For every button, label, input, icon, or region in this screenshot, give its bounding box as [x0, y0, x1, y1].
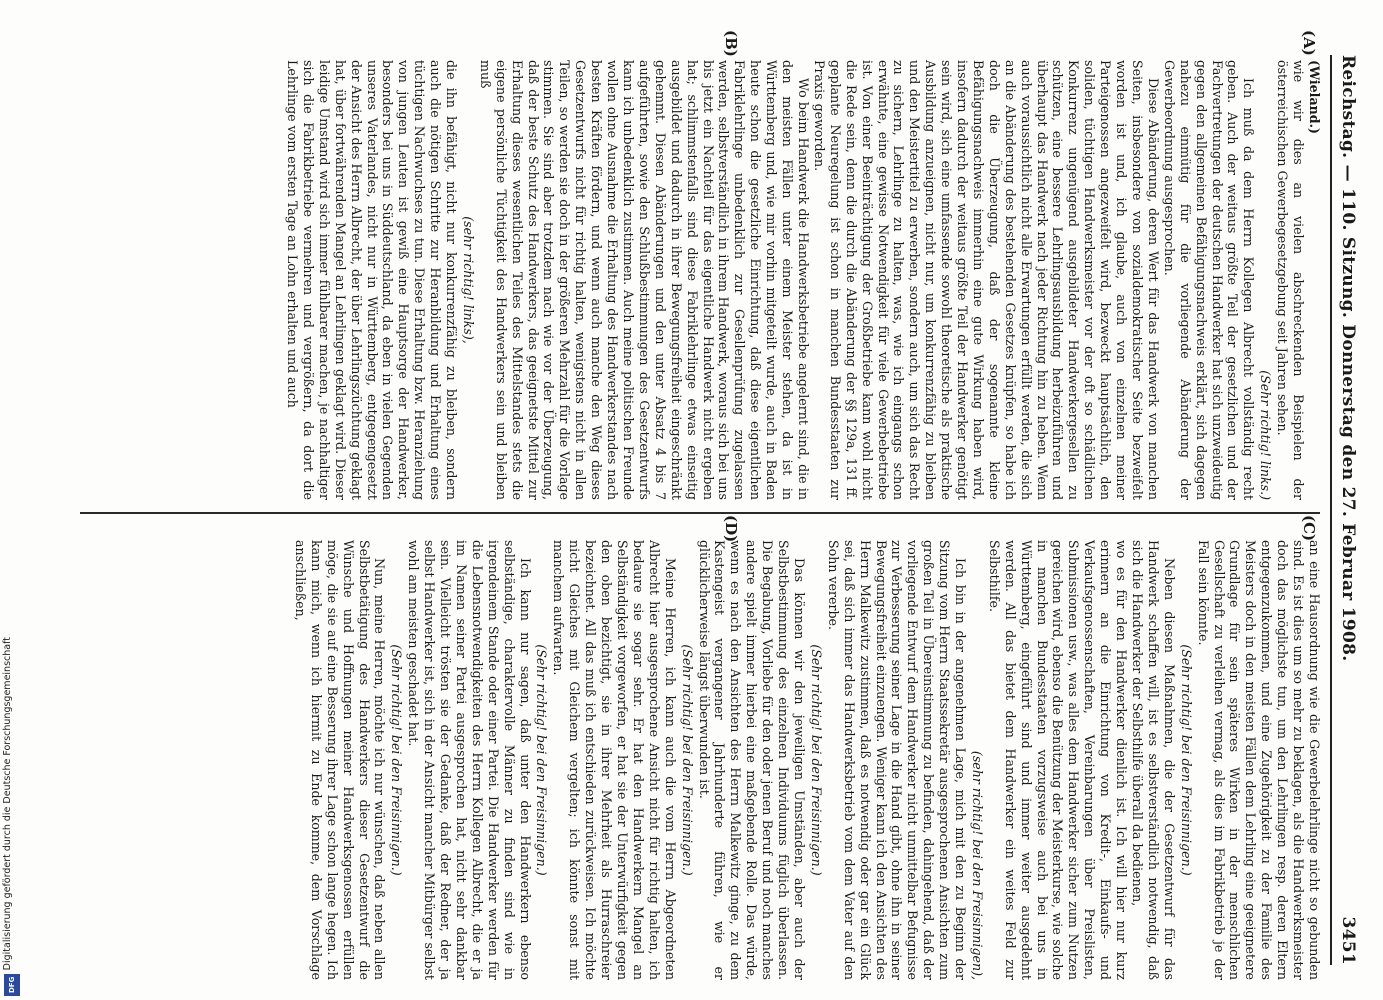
interjection: (Sehr richtig! bei den Freisinnigen.) — [808, 644, 824, 876]
column-divider — [80, 512, 1320, 514]
interjection: (Sehr richtig! bei den Freisinnigen.) — [534, 644, 550, 876]
margin-mark-b: (B) — [722, 30, 740, 57]
interjection: (Sehr richtig! bei den Freisinnigen.) — [679, 644, 695, 876]
paragraph: die ihn befähigt, nicht nur konkurrenzfähig zu bleiben, sondern auch die nötigen Schritte zur Heranbildung und Erhaltung eines tüchtigen Nachwuchses zu tun. Diese Erhaltung bzw. Heranziehung von jungen Leuten ist gewiß eine Hauptsorge der Handwerker, besonders bei uns in Süddeutschland, da eben in vielen Gegenden unseres Vaterlandes, nicht nur in Württemberg, entgegengesetzt der Ansicht des Herrn Albrecht, der über Lehrlingszüchtung geklagt hat, über fortwährenden Mangel an Lehrlingen geklagt wird. Dieser leidige Umstand wird sich immer fühlbarer machen, je nachhaltiger sich die Fabrikbetriebe vermehren und vergrößern, da dort die Lehrlinge vom ersten Tage an Lohn erhalten und auch — [285, 60, 460, 500]
paragraph: Meine Herren, ich kann auch die vom Herrn Abgeordneten Albrecht hier ausgesprochene Ansicht nicht für richtig halten, ich bedaure sie sogar sehr. Er hat den Handwerkern Mangel an Selbständigkeit vorgeworfen, er hat sie der Unterwürfigkeit gegen den oben bezichtigt, sie in ihrer Mehrheit als Hurraschreier bezeichnet. All das muß ich entschieden zurückweisen. Ich möchte nicht Gleiches mit Gleichem vergelten; ich könnte sonst mit manchem aufwarten. — [551, 540, 678, 980]
header-rule — [1330, 55, 1332, 965]
paragraph: Das können wir den jeweiligen Umständen, aber auch der Selbstbestimmung des einzelnen Individuums füglich überlassen. Die Begabung, Vorliebe für den oder jenen Beruf und noch manches andere spielt immer hierbei eine maßgebende Rolle. Das würde, wenn es nach den Ansichten des Herrn Malkewitz ginge, zu dem Kastengeist vergangener Jahrhunderte führen, wie er glücklicherweise längst überwunden ist. — [696, 540, 807, 980]
margin-mark-d: (D) — [722, 515, 740, 543]
dfg-logo: DFG — [4, 974, 20, 996]
page-header — [1334, 55, 1362, 965]
interjection: (Sehr richtig! bei den Freisinnigen.) — [389, 644, 405, 876]
paragraph: an eine Hausordnung wie die Gewerbelehrlinge nicht so gebunden sind. Es ist dies um so mehr zu beklagen, als die Handwerksmeister doch das möglichste tun, um den Lehrlingen resp. deren Eltern entgegenzukommen, und eine Zugehörigkeit zu der Familie des Meisters doch in den meisten Fällen dem Lehrling eine geeignetere Grundlage für sein späteres Wirken in der menschlichen Gesellschaft zu verleihen vermag, als dies im Fabrikbetrieb je der Fall sein könnte. — [1195, 540, 1322, 980]
page-number: 3451 — [1338, 916, 1358, 965]
digitization-credit: Digitalisierung gefördert durch die Deutsche Forschungsgemeinschaft — [2, 636, 13, 970]
interjection: (sehr richtig! bei den Freisinnigen), — [969, 750, 985, 980]
interjection: (Sehr richtig! bei den Freisinnigen.) — [1178, 644, 1194, 876]
paragraph: Neben diesen Maßnahmen, die der Gesetzentwurf für das Handwerk schaffen will, ist es selbstverständlich notwendig, daß sich die Handwerker der Selbsthilfe überall da bedienen, — [1130, 540, 1177, 980]
running-title: Reichstag. — 110. Sitzung. Donnerstag den 27. Februar 1908. — [1338, 55, 1358, 662]
paragraph: wo es für den Handwerker dienlich ist. Ich will hier nur kurz erinnern an die Einrichtung von Kredit-, Einkaufs- und Verkaufsgenossenschaften, Vereinbarungen über Preislisten, Submissionen usw., was alles dem Handwerker sicher zum Nutzen gereichen wird, ebenso die Benützung der Meisterkurse, wie solche in manchen Bundesstaaten vorzugsweise auch bei uns in Württemberg, eingeführt sind und immer weiter ausgedehnt werden. All das bietet dem Handwerker ein weites Feld zur Selbsthilfe. — [986, 540, 1130, 980]
paragraph: Diese Abänderung, deren Wert für das Handwerk von manchen Seiten, insbesondere von sozialdemokratischer Seite bezweifelt worden ist und, ich glaube, auch von einzelnen meiner Parteigenossen angezweifelt wird, bezweckt hauptsächlich, den soliden, tüchtigen Handwerksmeister vor der oft so schädlichen Konkurrenz ungenügend ausgebildeter Handwerkergesellen zu schützen, eine bessere Lehrlingsausbildung herbeizuführen und überhaupt das Handwerk nach jeder Richtung hin zu heben. Wenn auch voraussichtlich nicht alle Erwartungen erfüllt werden, die sich an die Abänderung des bestehenden Gesetzes knüpfen, so habe ich doch die Überzeugung, daß der sogenannte kleine Befähigungsnachweis immerhin eine gute Wirkung haben wird, insofern dadurch der weitaus größte Teil der Handwerker genötigt sein wird, sich eine umfassende sowohl theoretische als praktische Ausbildung anzueignen, nicht nur, um konkurrenzfähig zu bleiben und den Meistertitel zu erwerben, sondern auch, um sich das Recht zu sichern, Lehrlinge zu halten, was, wie ich eingangs schon erwähnte, eine gewisse Notwendigkeit für viele Gewerbebetriebe ist. Von einer Beeinträchtigung der Großbetriebe kann wohl nicht die Rede sein, denn die durch die Abänderung der §§ 129a, 131 ff. geplante Neuregelung ist schon in manchen Bundesstaaten zur Praxis geworden. — [811, 60, 1161, 500]
right-column — [292, 540, 1322, 980]
paragraph: Ich muß da dem Herrn Kollegen Albrecht vollständig recht geben. Auch der weitaus größte Teil der gesetzlichen und der Fachvertretungen der deutschen Handwerker hat sich unzweideutig gegen den allgemeinen Befähigungsnachweis erklärt, sich dagegen nahezu einmütig für die vorliegende Abänderung der Gewerbeordnung ausgesprochen. — [1161, 60, 1257, 500]
margin-mark-a: (A) — [1300, 30, 1318, 56]
paragraph: wie wir dies an vielen abschreckenden Beispielen der österreichischen Gewerbegesetzgebung seit Jahren sehen. — [1275, 60, 1307, 500]
interjection: (sehr richtig! links), — [460, 216, 476, 344]
paragraph: Nun, meine Herren, möchte ich nur wünschen, daß neben allen Selbstbetätigung des Handwerkers dieser Gesetzentwurf die Wünsche und Hoffnungen meiner Handwerksgenossen erfüllen möge, die sie auf eine Besserung ihrer Lage schon lange hegen. Ich kann mich, wenn ich hiermit zu Ende komme, dem Vorschlage anschließen, — [292, 540, 388, 980]
margin-mark-c: (C) — [1300, 515, 1318, 542]
speaker-name: (Wieland.) — [1307, 60, 1322, 134]
paragraph: Ich kann nur sagen, daß unter den Handwerkern ebenso selbständige, charaktervolle Männer zu finden sind wie in irgendeinem Stande oder einer Partei. Die Handwerker werden für die Lebensnotwendigkeiten des Herrn Kollegen Albrecht, die er ja im Namen seiner Partei ausgesprochen hat, nicht sehr dankbar sein. Vielleicht trösten sie der Gedanke, daß der Redner, der ja selbst Handwerker ist, sich in der Ansicht mancher Mitbürger selbst wohl am meisten geschadet hat. — [406, 540, 533, 980]
paragraph: Wo beim Handwerk die Handwerksbetriebe angelernt sind, die in den meisten Fällen unter einem Meister stehen, da ist in Württemberg und, wie mir vorhin mitgeteilt wurde, auch in Baden heute schon die gesetzliche Einrichtung, daß diese eigentlichen Fabriklehrlinge unbedenklich zur Gesellenprüfung zugelassen werden, selbstverständlich in ihrem Handwerk, woraus sich bei uns bis jetzt ein Nachteil für das eigentliche Handwerk nicht ergeben hat; schlimmstenfalls sind diese Fabriklehrlinge etwas einseitig ausgebildet und dadurch in ihrer Bewegungsfreiheit eingeschränkt gehemmt. Diesen Abänderungen und den unter Absatz 4 bis 7 aufgeführten, sowie den Schlußbestimmungen des Gesetzentwurfs kann ich unbedenklich zustimmen. Auch meine politischen Freunde wollen ohne Ausnahme die Erhaltung des Handwerkerstandes nach besten Kräften fördern, und wenn auch manche den Weg dieses Gesetzentwurfs nicht für richtig halten, wenigstens nicht in allen Teilen, so werden sie doch in der größeren Mehrzahl für die Vorlage stimmen. Sie sind aber trotzdem nach wie vor der Überzeugung, daß der beste Schutz des Handwerkers, das geeignetste Mittel zur Erhaltung dieses wesentlichen Teiles des Mittelstandes stets die eigene persönliche Tüchtigkeit des Handwerkers sein und bleiben muß — [477, 60, 811, 500]
credit-sidebar — [0, 0, 28, 1000]
interjection: (Sehr richtig! links.) — [1258, 370, 1274, 500]
left-column — [284, 60, 1322, 500]
document-page — [70, 0, 1380, 1000]
paragraph: Ich bin in der angenehmen Lage, mich mit den zu Beginn der Sitzung vom Herrn Staatssekretär ausgesprochenen Ansichten zum großen Teil in Übereinstimmung zu befinden, dahingehend, daß der vorliegende Entwurf dem Handwerker nicht unmittelbar Befugnisse zur Verbesserung seiner Lage in die Hand gibt, ohne ihn in seiner Bewegungsfreiheit einzuengen. Weniger kann ich den Ansichten des Herrn Malkewitz zustimmen, daß es notwendig oder gar ein Glück sei, daß sich immer das Handwerksbetrieb vom dem Vater auf den Sohn vererbe. — [825, 540, 969, 980]
